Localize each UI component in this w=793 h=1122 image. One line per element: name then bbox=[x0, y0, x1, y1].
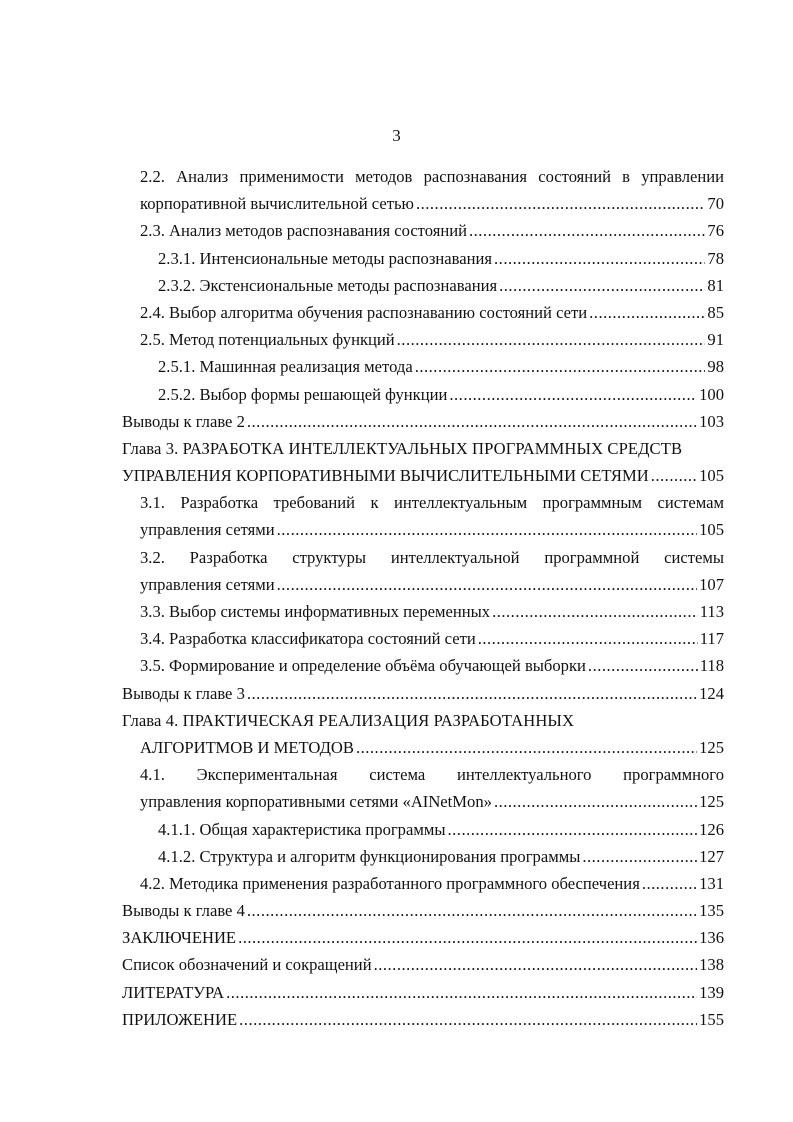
toc-page-number: 136 bbox=[699, 928, 724, 948]
page-number: 3 bbox=[392, 126, 401, 145]
dot-leader bbox=[247, 897, 697, 924]
dot-leader bbox=[588, 652, 698, 679]
toc-entry-text: 2.3.1. Интенсиональные методы распознавания bbox=[158, 248, 493, 268]
dot-leader bbox=[247, 408, 697, 435]
toc-entry-abbreviations[interactable] bbox=[122, 951, 724, 978]
dot-leader bbox=[642, 870, 697, 897]
toc-entry-text: 2.5.2. Выбор формы решающей функции bbox=[158, 384, 448, 404]
toc-entry-text: Список обозначений и сокращений bbox=[122, 955, 372, 975]
toc-entry-text: 2.3.2. Экстенсиональные методы распознавания bbox=[158, 275, 498, 295]
dot-leader bbox=[651, 462, 697, 489]
toc-entry-4-1-2[interactable] bbox=[122, 843, 724, 870]
toc-entry-text: ЗАКЛЮЧЕНИЕ bbox=[122, 928, 237, 948]
toc-chapter-4-line1: Глава 4. ПРАКТИЧЕСКАЯ РЕАЛИЗАЦИЯ РАЗРАБОТАННЫХ bbox=[122, 710, 575, 730]
toc-entry-text: 3.4. Разработка классификатора состояний сети bbox=[140, 629, 476, 649]
toc-entry-text: 2.5. Метод потенциальных функций bbox=[140, 330, 395, 350]
toc-entry-text: АЛГОРИТМОВ И МЕТОДОВ bbox=[140, 737, 354, 757]
dot-leader bbox=[277, 516, 697, 543]
dot-leader bbox=[356, 734, 697, 761]
toc-entry-3-2-line2[interactable] bbox=[122, 571, 724, 598]
toc-page-number: 124 bbox=[699, 683, 724, 703]
toc-entry-2-5-1[interactable] bbox=[122, 353, 724, 380]
toc-entry-text: 3.3. Выбор системы информативных переменных bbox=[140, 602, 491, 621]
toc-page-number: 107 bbox=[699, 574, 724, 594]
dot-leader bbox=[589, 299, 705, 326]
toc-page-number: 98 bbox=[707, 357, 724, 377]
toc-page-number: 117 bbox=[699, 629, 724, 649]
toc-entry-text: управления сетями bbox=[140, 574, 275, 594]
toc-entry-text: 4.1.1. Общая характеристика программы bbox=[158, 819, 446, 839]
toc-page-number: 131 bbox=[699, 873, 724, 893]
toc-entry-4-1-1[interactable] bbox=[122, 816, 724, 843]
dot-leader bbox=[494, 245, 705, 272]
dot-leader bbox=[494, 788, 697, 815]
toc-entry-3-4[interactable] bbox=[122, 625, 724, 652]
toc-entry-text: УПРАВЛЕНИЯ КОРПОРАТИВНЫМИ ВЫЧИСЛИТЕЛЬНЫМИ СЕТЯМИ bbox=[122, 466, 649, 486]
toc-entry-4-1-line2[interactable] bbox=[122, 788, 724, 815]
dot-leader bbox=[238, 924, 697, 951]
dot-leader bbox=[492, 598, 698, 625]
toc-entry-2-3-2[interactable] bbox=[122, 272, 724, 299]
dot-leader bbox=[415, 353, 706, 380]
toc-page-number: 139 bbox=[699, 982, 724, 1002]
dot-leader bbox=[448, 816, 698, 843]
toc-entry-text: управления сетями bbox=[140, 520, 275, 540]
toc-page-number: 125 bbox=[699, 737, 724, 757]
toc-entry-3-1-line2[interactable] bbox=[122, 516, 724, 543]
dot-leader bbox=[277, 571, 697, 598]
toc-entry-text: 3.5. Формирование и определение объёма обучающей выборки bbox=[140, 656, 586, 676]
toc-entry-2-5[interactable] bbox=[122, 326, 724, 353]
toc-entry-text: Выводы к главе 4 bbox=[122, 901, 245, 921]
toc-page-number: 78 bbox=[707, 248, 724, 268]
toc-entry-text: 2.5.1. Машинная реализация метода bbox=[158, 357, 413, 377]
dot-leader bbox=[416, 190, 705, 217]
dot-leader bbox=[469, 217, 705, 244]
toc-page-number: 127 bbox=[699, 846, 724, 866]
toc-page-number: 105 bbox=[699, 466, 724, 486]
toc-page-number: 85 bbox=[707, 302, 724, 322]
toc-entry-text: 4.1.2. Структура и алгоритм функционирования программы bbox=[158, 846, 581, 866]
dot-leader bbox=[374, 951, 698, 978]
toc-entry-3-3[interactable] bbox=[122, 598, 724, 625]
toc-page-number: 70 bbox=[707, 194, 724, 214]
toc-entry-2-2-line2[interactable] bbox=[122, 190, 724, 217]
toc-entry-3-2-line1: 3.2. Разработка структуры интеллектуальной программной системы bbox=[140, 547, 724, 567]
toc-entry-conclusions-ch3[interactable] bbox=[122, 680, 724, 707]
toc-entry-2-2-line1: 2.2. Анализ применимости методов распознавания состояний в управлении bbox=[140, 167, 724, 186]
toc-entry-text: управления корпоративными сетями «AINetMon» bbox=[140, 792, 492, 812]
dot-leader bbox=[226, 979, 697, 1006]
table-of-contents bbox=[122, 163, 724, 1033]
dot-leader bbox=[478, 625, 698, 652]
toc-chapter-4-line2[interactable] bbox=[122, 734, 724, 761]
toc-entry-3-1-line1: 3.1. Разработка требований к интеллектуальным программным системам bbox=[140, 493, 724, 513]
toc-entry-2-5-2[interactable] bbox=[122, 381, 724, 408]
dot-leader bbox=[397, 326, 706, 353]
toc-entry-appendix[interactable] bbox=[122, 1006, 724, 1033]
dot-leader bbox=[499, 272, 705, 299]
toc-entry-text: 2.4. Выбор алгоритма обучения распознаванию состояний сети bbox=[140, 302, 588, 322]
toc-page-number: 100 bbox=[699, 384, 724, 404]
toc-entry-text: 4.2. Методика применения разработанного программного обеспечения bbox=[140, 873, 640, 893]
dot-leader bbox=[582, 843, 697, 870]
toc-page-number: 91 bbox=[707, 330, 724, 350]
toc-chapter-3-line2[interactable] bbox=[122, 462, 724, 489]
toc-page-number: 113 bbox=[699, 602, 724, 621]
toc-entry-2-4[interactable] bbox=[122, 299, 724, 326]
toc-entry-4-2[interactable] bbox=[122, 870, 724, 897]
toc-page-number: 105 bbox=[699, 520, 724, 540]
toc-entry-text: Выводы к главе 2 bbox=[122, 411, 245, 431]
toc-entry-conclusions-ch2[interactable] bbox=[122, 408, 724, 435]
dot-leader bbox=[449, 381, 697, 408]
toc-page-number: 76 bbox=[707, 221, 724, 241]
toc-page-number: 135 bbox=[699, 901, 724, 921]
dot-leader bbox=[247, 680, 697, 707]
dot-leader bbox=[239, 1006, 697, 1033]
toc-page-number: 81 bbox=[707, 275, 724, 295]
toc-page-number: 155 bbox=[699, 1009, 724, 1029]
toc-entry-text: 2.3. Анализ методов распознавания состояний bbox=[140, 221, 467, 241]
toc-entry-2-3-1[interactable] bbox=[122, 245, 724, 272]
toc-page-number: 138 bbox=[699, 955, 724, 975]
toc-entry-3-5[interactable] bbox=[122, 652, 724, 679]
toc-entry-text: Выводы к главе 3 bbox=[122, 683, 245, 703]
toc-page-number: 103 bbox=[699, 411, 724, 431]
toc-page-number: 126 bbox=[699, 819, 724, 839]
toc-chapter-3-line1: Глава 3. РАЗРАБОТКА ИНТЕЛЛЕКТУАЛЬНЫХ ПРОГРАММНЫХ СРЕДСТВ bbox=[122, 438, 683, 458]
toc-page-number: 118 bbox=[699, 656, 724, 676]
toc-page-number: 125 bbox=[699, 792, 724, 812]
toc-entry-literature[interactable] bbox=[122, 979, 724, 1006]
toc-entry-conclusions-ch4[interactable] bbox=[122, 897, 724, 924]
toc-entry-text: ПРИЛОЖЕНИЕ bbox=[122, 1009, 238, 1029]
toc-entry-text: корпоративной вычислительной сетью bbox=[140, 194, 414, 214]
toc-entry-text: ЛИТЕРАТУРА bbox=[122, 982, 225, 1002]
toc-entry-2-3[interactable] bbox=[122, 217, 724, 244]
toc-entry-4-1-line1: 4.1. Экспериментальная система интеллектуального программного bbox=[140, 765, 724, 785]
toc-entry-conclusion[interactable] bbox=[122, 924, 724, 951]
